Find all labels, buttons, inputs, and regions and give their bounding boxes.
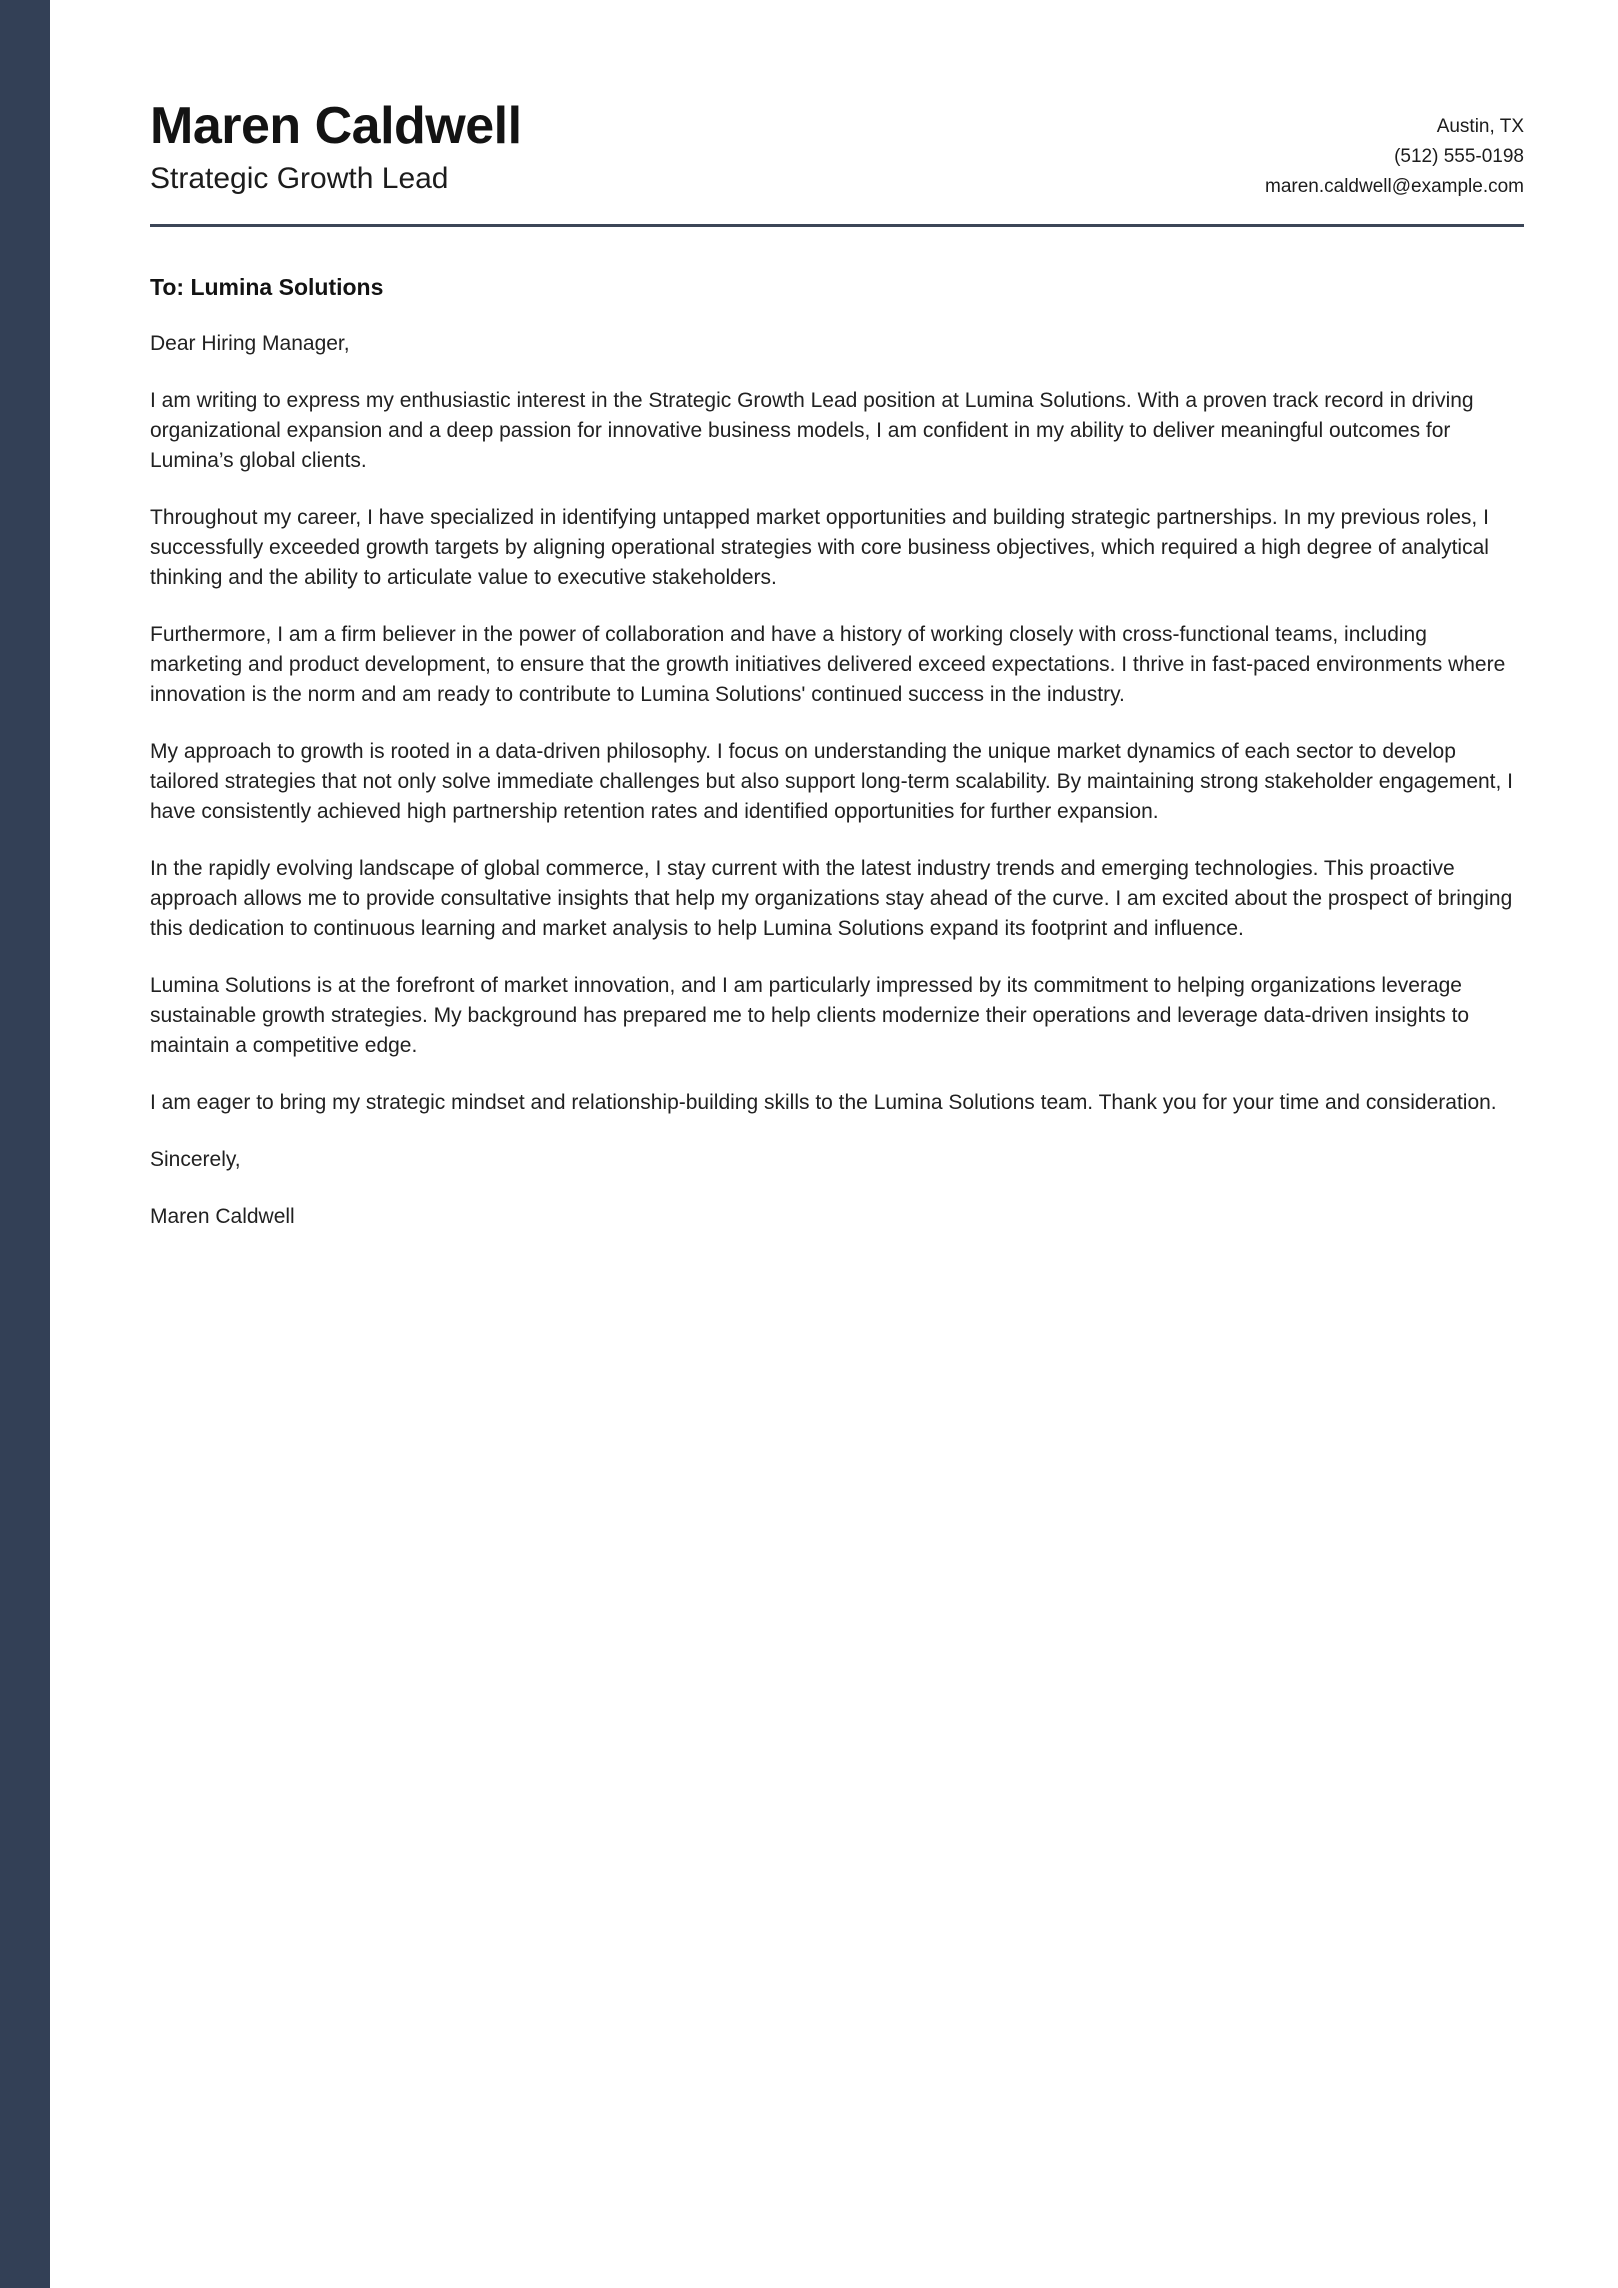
letter-body	[150, 272, 1524, 1232]
contact-location: Austin, TX	[1436, 116, 1524, 137]
recipient-line: To: Lumina Solutions	[150, 274, 384, 300]
header-divider	[150, 224, 1524, 227]
salutation-line: Dear Hiring Manager,	[150, 332, 350, 355]
body-paragraph: Throughout my career, I have specialized in identifying untapped market opportunities and building strategic partnerships. In my previous roles, I successfully exceeded growth targets by aligning operational strategies with core business objectives, which required a high degree of analytical thinking and the ability to articulate value to executive stakeholders.	[150, 506, 1489, 589]
body-paragraph: Lumina Solutions is at the forefront of market innovation, and I am particularly impressed by its commitment to helping organizations leverage sustainable growth strategies. My background has prepared me to help clients modernize their operations and leverage data-driven insights to maintain a competitive edge.	[150, 974, 1470, 1057]
body-paragraph: My approach to growth is rooted in a data-driven philosophy. I focus on understanding the unique market dynamics of each sector to develop tailored strategies that not only solve immediate challenges but also support long-term scalability. By maintaining strong stakeholder engagement, I have consistently achieved high partnership retention rates and identified opportunities for further expansion.	[150, 740, 1514, 823]
closing-line: Sincerely,	[150, 1148, 241, 1171]
body-paragraph: I am eager to bring my strategic mindset and relationship-building skills to the Lumina Solutions team. Thank you for your time and consideration.	[150, 1091, 1497, 1114]
person-title: Strategic Growth Lead	[150, 162, 449, 195]
body-paragraph: In the rapidly evolving landscape of global commerce, I stay current with the latest industry trends and emerging technologies. This proactive approach allows me to provide consultative insights that help my organizations stay ahead of the curve. I am excited about the prospect of bringing this dedication to continuous learning and market analysis to help Lumina Solutions expand its footprint and influence.	[150, 857, 1513, 940]
body-paragraph: Furthermore, I am a firm believer in the power of collaboration and have a history of working closely with cross-functional teams, including marketing and product development, to ensure that the growth initiatives delivered exceed expectations. I thrive in fast-paced environments where innovation is the norm and am ready to contribute to Lumina Solutions' continued success in the industry.	[150, 623, 1506, 706]
signature-line: Maren Caldwell	[150, 1205, 295, 1228]
contact-phone: (512) 555-0198	[1394, 146, 1524, 167]
page-content	[150, 0, 1524, 1259]
person-name: Maren Caldwell	[150, 97, 522, 155]
identity-block	[150, 96, 522, 198]
contact-email: maren.caldwell@example.com	[1265, 176, 1524, 197]
letter-header	[150, 96, 1524, 198]
accent-stripe	[0, 0, 50, 2288]
contact-info	[1265, 112, 1524, 202]
body-paragraph: I am writing to express my enthusiastic interest in the Strategic Growth Lead position at Lumina Solutions. With a proven track record in driving organizational expansion and a deep passion for innovative business models, I am confident in my ability to deliver meaningful outcomes for Lumina’s global clients.	[150, 389, 1474, 472]
